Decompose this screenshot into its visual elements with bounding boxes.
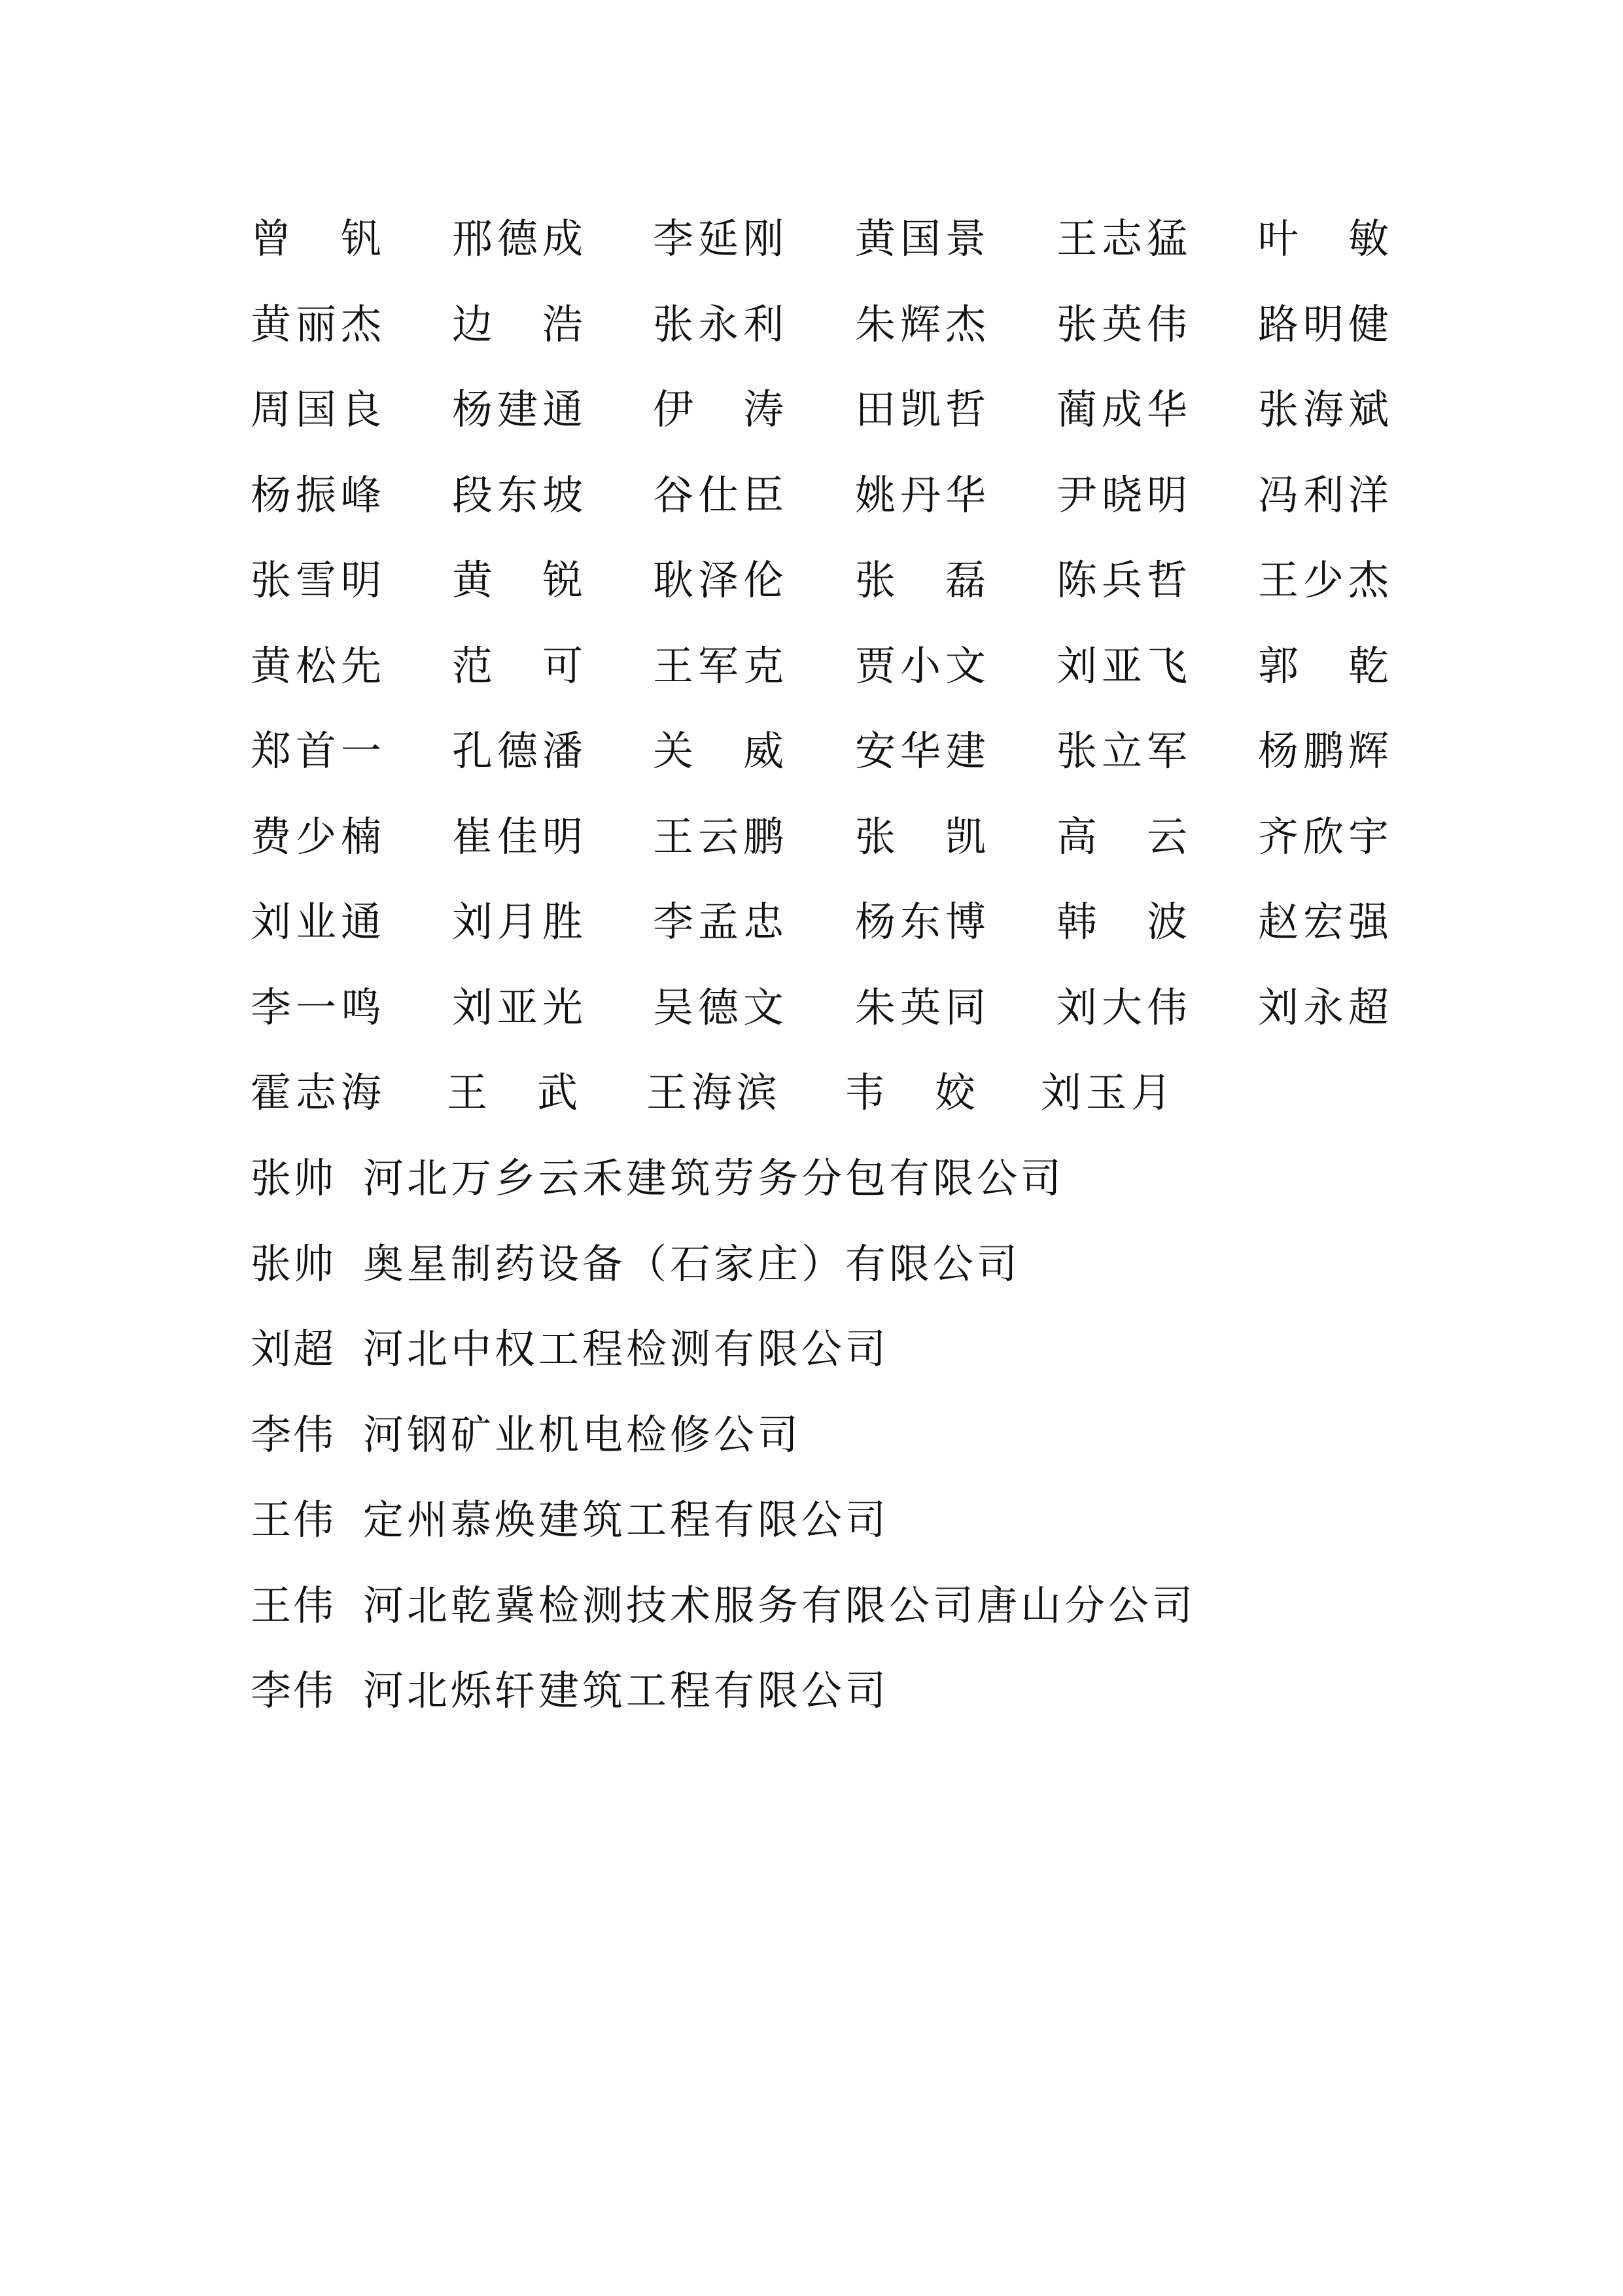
company-person-name: 王伟 (251, 1581, 336, 1629)
person-name: 杨 振 峰 (251, 470, 381, 519)
name-row (251, 466, 1402, 552)
person-name: 杨 建 通 (452, 385, 583, 433)
person-name: 朱 辉 杰 (855, 300, 986, 348)
person-name: 刘 亚 光 (452, 983, 583, 1031)
company-person-name: 张帅 (251, 1154, 336, 1202)
company-entry (251, 1320, 1493, 1405)
name-row (251, 1063, 1402, 1149)
person-name: 陈 兵 哲 (1056, 556, 1187, 604)
company-entry (251, 1149, 1493, 1235)
person-name: 王 少 杰 (1258, 556, 1389, 604)
person-name: 关 威 (653, 727, 784, 775)
name-row (251, 209, 1402, 295)
company-entry (251, 1235, 1493, 1320)
person-name: 耿 泽 伦 (653, 556, 784, 604)
person-name: 黄 锐 (452, 556, 583, 604)
person-name: 王 云 鹏 (653, 812, 784, 860)
person-name: 王 海 滨 (646, 1069, 777, 1116)
name-row (251, 807, 1402, 893)
company-person-name: 张帅 (251, 1239, 336, 1288)
person-name: 李 孟 忠 (653, 898, 784, 945)
company-person-name: 李伟 (251, 1410, 336, 1458)
person-name: 黄 松 先 (251, 641, 381, 690)
person-name: 安 华 建 (855, 727, 986, 775)
person-name: 李 一 鸣 (251, 983, 381, 1031)
name-row (251, 551, 1402, 637)
person-name: 田 凯 哲 (855, 385, 986, 433)
person-name: 郑 首 一 (251, 727, 381, 775)
person-name: 贾 小 文 (855, 641, 986, 690)
person-name: 齐 欣 宇 (1258, 812, 1389, 860)
person-name: 张 英 伟 (1056, 300, 1187, 348)
person-name: 刘 月 胜 (452, 898, 583, 945)
person-name: 张 立 军 (1056, 727, 1187, 775)
person-name: 郭 乾 (1258, 641, 1389, 690)
person-name: 费 少 楠 (251, 812, 381, 860)
person-name: 韩 波 (1056, 898, 1187, 945)
person-name: 杨 东 博 (855, 898, 986, 945)
company-person-name: 刘超 (251, 1325, 336, 1373)
name-row (251, 295, 1402, 381)
person-name: 吴 德 文 (653, 983, 784, 1031)
person-name: 张 雪 明 (251, 556, 381, 604)
company-name: 河钢矿业机电检修公司 (363, 1410, 802, 1458)
person-name: 王 志 猛 (1056, 215, 1187, 262)
person-name: 张 永 利 (653, 300, 784, 348)
company-entry (251, 1405, 1493, 1491)
person-name: 刘 亚 飞 (1056, 641, 1187, 690)
person-name: 杨 鹏 辉 (1258, 727, 1389, 775)
person-name: 刘 业 通 (251, 898, 381, 945)
company-person-name: 王伟 (251, 1496, 336, 1544)
person-name: 刘 玉 月 (1041, 1069, 1172, 1116)
person-name: 刘 永 超 (1258, 983, 1389, 1031)
company-entry (251, 1661, 1493, 1747)
person-name: 霍 志 海 (251, 1069, 381, 1116)
name-row (251, 978, 1402, 1064)
person-name: 王 武 (447, 1069, 578, 1116)
person-name: 张 磊 (855, 556, 986, 604)
person-name: 朱 英 同 (855, 983, 986, 1031)
company-person-name: 李伟 (251, 1667, 336, 1714)
person-name: 范 可 (452, 641, 583, 690)
person-name: 姚 丹 华 (855, 470, 986, 519)
company-name: 河北万乡云禾建筑劳务分包有限公司 (363, 1154, 1065, 1202)
person-name: 韦 姣 (845, 1069, 975, 1116)
person-name: 张 凯 (855, 812, 986, 860)
names-grid (251, 209, 1402, 1149)
person-name: 孔 德 潘 (452, 727, 583, 775)
person-name: 冯 利 洋 (1258, 470, 1389, 519)
person-name: 尹 晓 明 (1056, 470, 1187, 519)
person-name: 刘 大 伟 (1056, 983, 1187, 1031)
person-name: 黄 丽 杰 (251, 300, 381, 348)
person-name: 邢 德 成 (452, 215, 583, 262)
person-name: 谷 仕 臣 (653, 470, 784, 519)
name-row (251, 892, 1402, 978)
person-name: 段 东 坡 (452, 470, 583, 519)
person-name: 蔺 成 华 (1056, 385, 1187, 433)
company-name: 河北烁轩建筑工程有限公司 (363, 1667, 890, 1714)
person-name: 边 浩 (452, 300, 583, 348)
name-row (251, 637, 1402, 722)
company-name: 奥星制药设备（石家庄）有限公司 (363, 1239, 1021, 1288)
person-name: 路 明 健 (1258, 300, 1389, 348)
company-name: 河北中权工程检测有限公司 (363, 1325, 890, 1373)
person-name: 曾 钒 (251, 215, 381, 262)
person-name: 李 延 刚 (653, 215, 784, 262)
person-name: 崔 佳 明 (452, 812, 583, 860)
company-name: 河北乾冀检测技术服务有限公司唐山分公司 (363, 1581, 1196, 1629)
person-name: 张 海 斌 (1258, 385, 1389, 433)
name-row (251, 722, 1402, 807)
person-name: 周 国 良 (251, 385, 381, 433)
name-row (251, 380, 1402, 466)
person-name: 高 云 (1056, 812, 1187, 860)
company-name: 定州慕焕建筑工程有限公司 (363, 1496, 890, 1544)
company-list (251, 1149, 1493, 1747)
company-entry (251, 1491, 1493, 1576)
person-name: 赵 宏 强 (1258, 898, 1389, 945)
person-name: 黄 国 景 (855, 215, 986, 262)
person-name: 王 军 克 (653, 641, 784, 690)
person-name: 伊 涛 (653, 385, 784, 433)
person-name: 叶 敏 (1258, 215, 1389, 262)
company-entry (251, 1576, 1493, 1662)
